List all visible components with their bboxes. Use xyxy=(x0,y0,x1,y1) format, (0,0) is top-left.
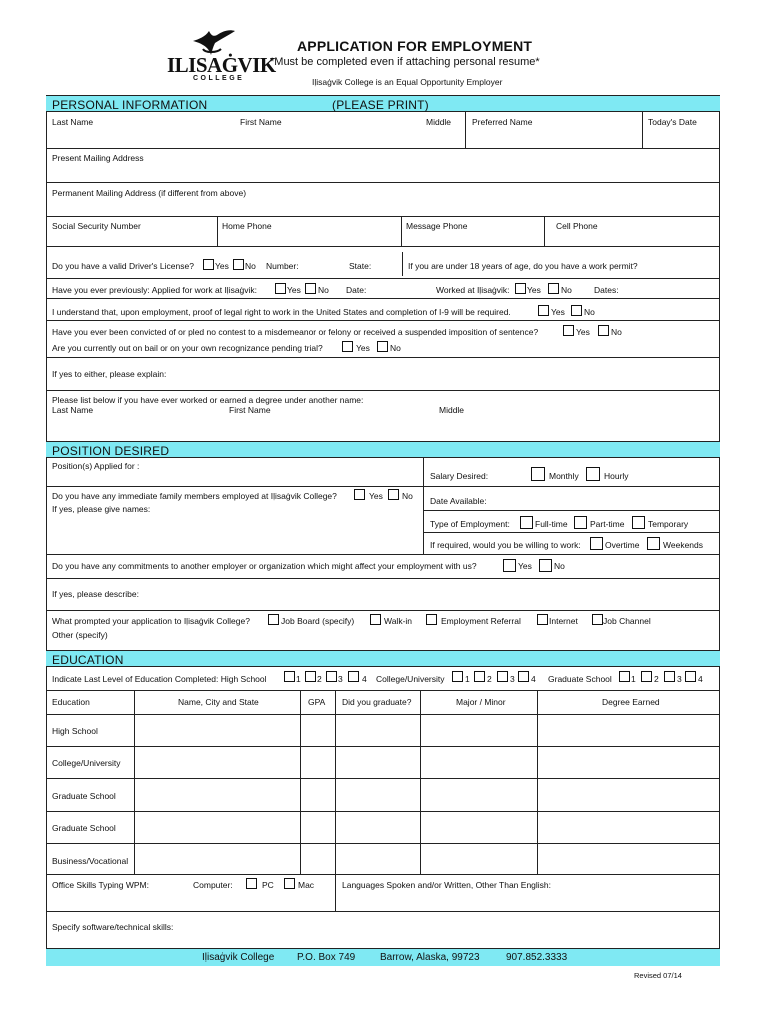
col-gpa: GPA xyxy=(308,697,326,707)
parttime-checkbox[interactable] xyxy=(574,516,587,529)
salary-monthly-checkbox[interactable] xyxy=(531,467,545,481)
prev-applied-yes-checkbox[interactable] xyxy=(275,283,286,294)
license-no-label: No xyxy=(245,261,256,271)
weekends-checkbox[interactable] xyxy=(647,537,660,550)
label-type-employment: Type of Employment: xyxy=(430,519,510,529)
hs-2-checkbox[interactable] xyxy=(305,671,316,682)
label-i9: I understand that, upon employment, proof of legal right to work in the United States and completion of I-9 will be required. xyxy=(52,307,511,317)
label-explain: If yes to either, please explain: xyxy=(52,369,167,379)
hs-2-label: 2 xyxy=(317,674,322,684)
job-channel-label: Job Channel xyxy=(603,616,651,626)
salary-hourly-checkbox[interactable] xyxy=(586,467,600,481)
label-cell-phone: Cell Phone xyxy=(556,221,598,231)
commit-no-label: No xyxy=(554,561,565,571)
family-no-checkbox[interactable] xyxy=(388,489,399,500)
label-college-level: College/University xyxy=(376,674,445,684)
label-prompted: What prompted your application to Iḷisaġvik College? xyxy=(52,616,250,626)
other-name-input[interactable] xyxy=(47,416,719,441)
col-4-label: 4 xyxy=(531,674,536,684)
bail-yes-checkbox[interactable] xyxy=(342,341,353,352)
prev-applied-yes-label: Yes xyxy=(287,285,301,295)
label-office-skills: Office Skills Typing WPM: xyxy=(52,880,149,890)
i9-no-checkbox[interactable] xyxy=(571,305,582,316)
overtime-checkbox[interactable] xyxy=(590,537,603,550)
label-other-last: Last Name xyxy=(52,405,94,415)
form-subtitle: *Must be completed even if attaching personal resume* xyxy=(270,56,540,68)
temporary-label: Temporary xyxy=(648,519,689,529)
label-software: Specify software/technical skills: xyxy=(52,922,174,932)
commit-yes-label: Yes xyxy=(518,561,532,571)
table-row[interactable] xyxy=(135,844,719,874)
row-college: College/University xyxy=(52,758,121,768)
hs-4-label: 4 xyxy=(362,674,367,684)
temporary-checkbox[interactable] xyxy=(632,516,645,529)
label-other-specify: Other (specify) xyxy=(52,630,108,640)
grad-2-label: 2 xyxy=(654,674,659,684)
pc-label: PC xyxy=(262,880,274,890)
label-license-q: Do you have a valid Driver's License? xyxy=(52,261,194,271)
worked-no-checkbox[interactable] xyxy=(548,283,559,294)
label-grad-level: Graduate School xyxy=(548,674,612,684)
hourly-label: Hourly xyxy=(604,471,629,481)
software-input[interactable] xyxy=(47,912,719,947)
row-graduate-1: Graduate School xyxy=(52,791,116,801)
mac-checkbox[interactable] xyxy=(284,878,295,889)
label-other-first: First Name xyxy=(229,405,271,415)
bail-no-checkbox[interactable] xyxy=(377,341,388,352)
label-prev-date: Date: xyxy=(346,285,367,295)
convicted-yes-label: Yes xyxy=(576,327,590,337)
worked-no-label: No xyxy=(561,285,572,295)
label-willing: If required, would you be willing to work: xyxy=(430,540,581,550)
prev-applied-no-checkbox[interactable] xyxy=(305,283,316,294)
permanent-address-input[interactable] xyxy=(47,199,719,216)
col-name-city-state: Name, City and State xyxy=(178,697,259,707)
license-yes-checkbox[interactable] xyxy=(203,259,214,270)
footer-phone: 907.852.3333 xyxy=(506,952,568,963)
parttime-label: Part-time xyxy=(590,519,625,529)
grad-2-checkbox[interactable] xyxy=(641,671,652,682)
bail-yes-label: Yes xyxy=(356,343,370,353)
label-license-state: State: xyxy=(349,261,372,271)
footer-bar xyxy=(46,948,720,966)
table-row[interactable] xyxy=(135,715,719,746)
label-preferred-name: Preferred Name xyxy=(472,117,533,127)
label-languages: Languages Spoken and/or Written, Other Than English: xyxy=(342,880,552,890)
college-logo xyxy=(165,25,276,87)
col-1-label: 1 xyxy=(465,674,470,684)
education-heading: EDUCATION xyxy=(52,653,124,667)
name-input[interactable] xyxy=(47,128,465,148)
footer-po-box: P.O. Box 749 xyxy=(297,952,356,963)
row-graduate-2: Graduate School xyxy=(52,823,116,833)
table-row[interactable] xyxy=(135,779,719,811)
hs-1-label: 1 xyxy=(296,674,301,684)
walk-in-checkbox[interactable] xyxy=(370,614,381,625)
internet-checkbox[interactable] xyxy=(537,614,548,625)
label-other-name: Please list below if you have ever worked or earned a degree under another name: xyxy=(52,395,364,405)
bail-no-label: No xyxy=(390,343,401,353)
label-describe: If yes, please describe: xyxy=(52,589,139,599)
col-2-label: 2 xyxy=(487,674,492,684)
logo-subtext: COLLEGE xyxy=(193,75,245,82)
personal-heading: PERSONAL INFORMATION xyxy=(52,98,208,112)
label-ssn: Social Security Number xyxy=(52,221,141,231)
referral-checkbox[interactable] xyxy=(426,614,437,625)
label-convicted: Have you ever been convicted of or pled no contest to a misdemeanor or felony or received a suspended imposition of sentence? xyxy=(52,327,539,337)
hs-1-checkbox[interactable] xyxy=(284,671,295,682)
present-address-input[interactable] xyxy=(47,164,719,182)
grad-3-checkbox[interactable] xyxy=(664,671,675,682)
form-title: APPLICATION FOR EMPLOYMENT xyxy=(297,38,533,54)
family-yes-label: Yes xyxy=(369,491,383,501)
pc-checkbox[interactable] xyxy=(246,878,257,889)
grad-4-label: 4 xyxy=(698,674,703,684)
license-no-checkbox[interactable] xyxy=(233,259,244,270)
label-commitments: Do you have any commitments to another employer or organization which might affect your employment with us? xyxy=(52,561,477,571)
revised-date: Revised 07/14 xyxy=(634,971,682,980)
label-bail: Are you currently out on bail or on your own recognizance pending trial? xyxy=(52,343,323,353)
col-3-checkbox[interactable] xyxy=(497,671,508,682)
monthly-label: Monthly xyxy=(549,471,579,481)
row-high-school: High School xyxy=(52,726,98,736)
label-under-18: If you are under 18 years of age, do you have a work permit? xyxy=(408,261,638,271)
job-board-label: Job Board (specify) xyxy=(281,616,355,626)
logo-wordmark: ILISAĠVIK xyxy=(167,53,276,77)
label-position-applied: Position(s) Applied for : xyxy=(52,461,140,471)
grad-3-label: 3 xyxy=(677,674,682,684)
position-input[interactable] xyxy=(47,472,423,484)
label-permanent-address: Permanent Mailing Address (if different from above) xyxy=(52,188,247,198)
worked-yes-checkbox[interactable] xyxy=(515,283,526,294)
label-worked-dates: Dates: xyxy=(594,285,619,295)
grad-1-checkbox[interactable] xyxy=(619,671,630,682)
describe-input[interactable] xyxy=(47,579,719,610)
i9-yes-checkbox[interactable] xyxy=(538,305,549,316)
internet-label: Internet xyxy=(549,616,578,626)
label-message-phone: Message Phone xyxy=(406,221,468,231)
table-row[interactable] xyxy=(135,747,719,778)
hs-4-checkbox[interactable] xyxy=(348,671,359,682)
table-row[interactable] xyxy=(135,812,719,843)
personal-section-header xyxy=(46,95,720,112)
hs-3-label: 3 xyxy=(338,674,343,684)
label-computer: Computer: xyxy=(193,880,233,890)
i9-yes-label: Yes xyxy=(551,307,565,317)
grad-1-label: 1 xyxy=(631,674,636,684)
col-3-label: 3 xyxy=(510,674,515,684)
label-family-names: If yes, please give names: xyxy=(52,504,151,514)
label-todays-date: Today's Date xyxy=(648,117,697,127)
convicted-yes-checkbox[interactable] xyxy=(563,325,574,336)
worked-yes-label: Yes xyxy=(527,285,541,295)
commit-yes-checkbox[interactable] xyxy=(503,559,516,572)
job-channel-checkbox[interactable] xyxy=(592,614,603,625)
label-previously: Have you ever previously: Applied for work at Iḷisaġvik: xyxy=(52,285,258,295)
label-date-available: Date Available: xyxy=(430,496,487,506)
referral-label: Employment Referral xyxy=(441,616,521,626)
convicted-no-label: No xyxy=(611,327,622,337)
footer-city: Barrow, Alaska, 99723 xyxy=(380,952,480,963)
hs-3-checkbox[interactable] xyxy=(326,671,337,682)
label-present-address: Present Mailing Address xyxy=(52,153,144,163)
position-heading: POSITION DESIRED xyxy=(52,444,170,458)
explain-input[interactable] xyxy=(47,358,719,390)
label-other-middle: Middle xyxy=(439,405,465,415)
label-first-name: First Name xyxy=(240,117,282,127)
label-salary: Salary Desired: xyxy=(430,471,489,481)
prev-applied-no-label: No xyxy=(318,285,329,295)
label-last-name: Last Name xyxy=(52,117,94,127)
position-section-header xyxy=(46,441,720,458)
overtime-label: Overtime xyxy=(605,540,640,550)
col-degree: Degree Earned xyxy=(602,697,660,707)
col-education: Education xyxy=(52,697,90,707)
label-level-q: Indicate Last Level of Education Completed: High School xyxy=(52,674,267,684)
label-middle: Middle xyxy=(426,117,452,127)
personal-heading-print: (PLEASE PRINT) xyxy=(332,98,429,112)
col-graduate: Did you graduate? xyxy=(342,697,412,707)
label-worked-at: Worked at Iḷisaġvik: xyxy=(436,285,510,295)
col-1-checkbox[interactable] xyxy=(452,671,463,682)
label-family-q: Do you have any immediate family members employed at Iḷisaġvik College? xyxy=(52,491,337,501)
row-business: Business/Vocational xyxy=(52,856,129,866)
eeo-statement: Iḷisaġvik College is an Equal Opportunity Employer xyxy=(312,77,503,87)
walk-in-label: Walk-in xyxy=(384,616,413,626)
fulltime-checkbox[interactable] xyxy=(520,516,533,529)
family-no-label: No xyxy=(402,491,413,501)
job-board-checkbox[interactable] xyxy=(268,614,279,625)
col-major-minor: Major / Minor xyxy=(456,697,506,707)
family-yes-checkbox[interactable] xyxy=(354,489,365,500)
license-yes-label: Yes xyxy=(215,261,229,271)
col-4-checkbox[interactable] xyxy=(518,671,529,682)
footer-college: Iḷisaġvik College xyxy=(202,952,275,963)
mac-label: Mac xyxy=(298,880,315,890)
grad-4-checkbox[interactable] xyxy=(685,671,696,682)
label-license-number: Number: xyxy=(266,261,299,271)
education-section-header xyxy=(46,650,720,667)
col-2-checkbox[interactable] xyxy=(474,671,485,682)
weekends-label: Weekends xyxy=(663,540,704,550)
convicted-no-checkbox[interactable] xyxy=(598,325,609,336)
fulltime-label: Full-time xyxy=(535,519,568,529)
commit-no-checkbox[interactable] xyxy=(539,559,552,572)
label-home-phone: Home Phone xyxy=(222,221,272,231)
i9-no-label: No xyxy=(584,307,595,317)
